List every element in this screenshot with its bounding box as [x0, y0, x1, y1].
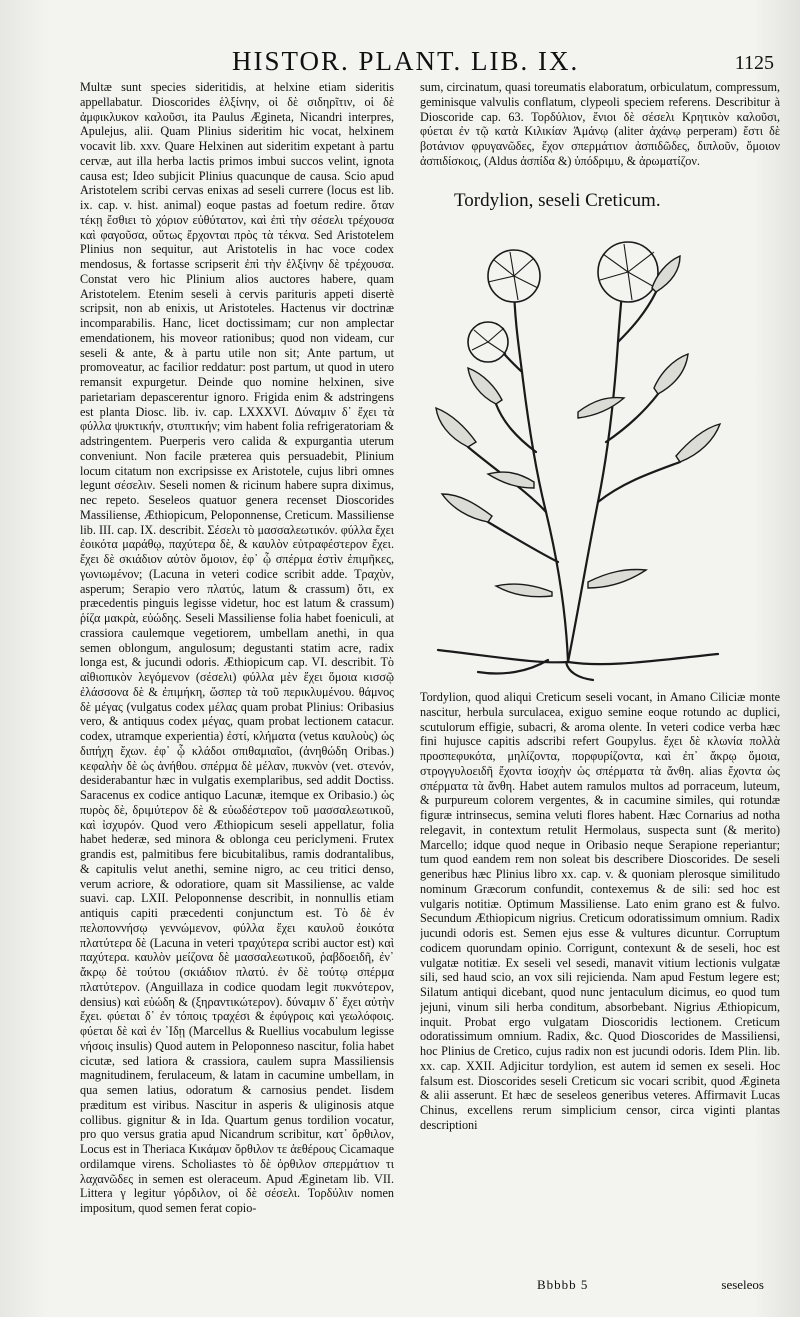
right-bottom-text: Tordylion, quod aliqui Creticum seseli vocant, in Amano Ciliciæ monte nascitur, herbula surculacea, exiguo semine eoque rotundo ac duplici, scutulorum effigie, subacri, & aroma olente. In veteri codice verba hæc fini hujusce capitis adscribi refert Goupylus. ἔχει δὲ κλωνία πολλὰ προσπεφυκότα, μηλίζοντα, πορφυρίζοντα, καὶ ἐπ᾽ ἄκρῳ ὅμοια, στρογγυλοειδῆ ἔχοντα ἰσοχὴν ὡς σπέρματα τὰ ἄνθη. alias ἔχοντα ὡς σπέρματα τὰ ἄνθη. Habet autem ramulos multos ad porraceum, luteum, & purpureum colorem vergentes, & in cacumine similes, qui rotundæ figuræ intrinsecus, semina veluti flores habent. Hæc Cornarius ad notha relegavit, in contextum retulit Hermolaus, suspecta sunt (& merito) Marcello; idque quod neque in Oribasio neque Serapione reperiantur; tum quod eandem rem non soleat bis describere Dioscorides. De seseli generibus hæc Plinius libro xx. cap. v. & quoniam plerosque similitudo nominum Græcorum confundit, contexemus & de sili: sed hoc est vulgaris notitiæ. Optimum Massiliense. Lato enim grano est & fulvo. Secundum Æthiopicum nigrius. Creticum odoratissimum omnium. Radix jucundi odoris est. Semen ejus esse & vultures dicuntur. Corruptum codicem quorundam opinio. Corrigunt, contexunt & de seseli, hoc est vulgatæ notitiæ. Ex seseli vel sesedi, manavit vitium lectionis vulgatæ sili, sed haud scio, an vox sili rejicienda. Nam apud Festum legere est; Silatum antiqui dicebant, quod nunc jentaculum dicimus, eo quod tum jejuni, vinum sili herba conditum, absorbebant. Nigrius Æthiopicum, inquit. Probat ergo vulgatam Dioscoridis lectionem. Creticum odoratissimum omnium. Radix, &c. Quod Dioscorides de Massiliensi, hoc Plinius de Cretico, cujus radix non est jucundi odoris. Idem Plin. lib. xx. cap. XXII. Adjicitur tordylion, est autem id semen ex seseli. Hoc falsum est. Dioscorides seseli Creticum sic vocari scribit, quod Ægineta & alii asserunt. Et hæc de seseleos generibus veteres. Affirmavit Lucas Chinus, excellens rerum simplicium censor, circa viginti plantas descriptioni	[420, 690, 780, 1132]
signature-mark: Bbbbb 5	[537, 1277, 589, 1292]
catchword: seseleos	[721, 1277, 764, 1292]
plant-woodcut-illustration	[418, 232, 778, 682]
right-text-column-bottom	[420, 690, 780, 1280]
page-number: 1125	[734, 52, 774, 74]
running-head	[0, 42, 800, 82]
left-text-column	[80, 80, 394, 1280]
figure-caption: Tordylion, seseli Creticum.	[454, 190, 661, 211]
left-column-text: Multæ sunt species sideritidis, at helxine etiam sideritis appellabatur. Dioscorides ἑλξίνην, οἱ δὲ σιδηρῖτιν, οἱ δὲ ἀμφικλυκον καλοῦσι, ita Paulus Ægineta, Nicandri interpres, Apulejus, alii. Quam Plinius sideritim hic vocat, helxinem vocavit lib. xxv. Quare Helxinen aut sideritim expetant à partu cervæ, aut illa herba lactis primos imbui succos velint, ignota causa est; Ideo subjicit Plinius quacunque de causa. Scio apud Aristotelem scribi cervas enixas ad seseli currere (locus est lib. ix. cap. v. hist. animal) eoque pastas ad foetum redire. ὅταν τέκῃ ἔσθιει τὸ χόριον εὐθύτατον, καὶ ἐπὶ τὴν σέσελι τρέχουσα καὶ φαγοῦσα, οὕτως ἔρχονται πρὸς τὰ τέκνα. Sed Aristotelem Plinius non sequitur, aut Aristotelis in hac voce codex mendosus, & fortasse scripserit ἐπὶ τὴν ἑλξίνην δὲ τρέχουσα. Constat vero hic Plinium alios auctores habere, quam Aristotelem. Etenim seseli à cervis parituris appeti disertè scripsit, non ab enixis, ut Aristoteles. Hactenus vir doctrinæ incomparabilis. Hanc, licet doctissimam; cur non amplectar emendationem, his moveor rationibus; quod non videam, cur seseli & ante, & à partu utile non sit; Ante partum, ut promoveatur, ac facilior reddatur: post partum, ut quod in utero remansit expurgetur. Deinde quo nomine helxinen, sive parietariam depascerentur ignoro. Frigida enim & adstringens est planta Diosc. lib. iv. cap. LXXXVI. Δύναμιν δ᾽ ἔχει τὰ φύλλα ψυκτικήν, στυπτικήν; vim habent folia refrigeratoriam & adstringentem. Puerperis vero calida & expurgantia uterum conveniunt. Non facile præterea quis persuadebit, Plinium locum citatum non excripsisse ex Aristotele, cujus libri omnes legunt σέσελιν. Seseli nomen & ricinum habere supra diximus, nec repeto. Seseleos quatuor genera recenset Dioscorides Massiliense, Æthiopicum, Peloponnense, Creticum. Massiliense lib. III. cap. IX. describit. Σέσελι τὸ μασσαλεωτικόν. φύλλα ἔχει ἐοικότα μαράθῳ, παχύτερα δὲ, & καυλὸν εὐτραφέστερον ἔχει. ἔχει δὲ σκιάδιον αὐτὸν ὅμοιον, ἐφ᾽ ᾧ σπέρμα ἐστὶν ἐπιμῆκες, γωνιωμένον; (Lacuna in veteri codice scribit adde. Τραχὺν, asperum; Serapio vero πλατύς, latum & crassum) ὅτι, ex præcedentis pinguis legisse videtur, hoc est latum & crassum) ῥίζα μακρὰ, εὐώδης. Seseli Massiliense folia habet foeniculi, at crassiora caulemque vegetiorem, umbellam anethi, in qua semen oblongum, angulosum; degustanti statim acre, radix longa est, & jucundi odoris. Æthiopicum cap. VI. describit. Τὸ αἰθιοπικὸν λεγόμενον (σέσελι) φύλλα μὲν ἔχει ὅμοια κισσῷ ἐλάσσονα δὲ & ἐπιμήκη, ὥσπερ τὰ τοῦ περικλυμένου. θάμνος δὲ μέγας (vulgatus codex μέλας quam probat Plinius: Oribasius vero, & antiquus codex μέγας, quam probat lectionem catacur. codex, utramque experientia) ἐστί, κλήματα (vetus καυλοὺς) ὡς διπήχη ἔχων. ἐφ᾽ ᾧ κλάδοι σπιθαμιαῖοι, (ἀνηθώδη Oribas.) κεφαλὴν δὲ ὡς ἀνήθου. σπέρμα δὲ μέλαν, πυκνὸν (vet. στενόν, desiderabantur hæc in vulgatis exemplaribus, sed addit Doctiss. Saracenus ex codice antiquo Lacunæ, itemque ex Oribasio.) ὡς πυρὸς δὲ, δριμύτερον δὲ & εὐωδέστερον τοῦ μασσαλεωτικοῦ, καὶ ἰσχυρόν. Quod vero Æthiopicum seseli appellatur, folia habet hederæ, sed minora & oblonga ceu periclymeni. Frutex grandis est, palmitibus fere bicubitalibus, ramis dodrantalibus, & capitulis velut anethi, semine nigro, ac ceu tritici denso, verum acriore, & odoratiore, quam sit Massiliense, ac valde suavi. cap. LXII. Peloponnense describit, in nonnullis etiam antiquis capiti præcedenti conjunctum est. Τὸ δὲ ἐν πελοποννήσῳ γεννώμενον, φύλλα ἔχει καυλοῦ ἐοικότα πλατύτερα δὲ (Lacuna in veteri τραχύτερα scribi auctor est) καὶ παχύτερα. καυλὸν μείζονα δὲ μασσαλεωτικοῦ, ῥαβδοειδῆ, ἐν᾽ ἄκρῳ δὲ τούτου (σκιάδιον πλατύ. ἐν δὲ τούτῳ σπέρμα πλατύτερον. (Anguillaza in codice quodam legit πυκνότερον, densius) καὶ εὐώδη & (ξηραντικώτερον). δύναμιν δ᾽ ἔχει αὐτὴν ἔχει. φύεται δ᾽ ἐν τόποις τραχέσι & ἐφύγροις καὶ γεωλόφοις. φύεται δὲ καὶ ἐν ᾽Ιδῃ (Marcellus & Ruellius vocabulum legisse νήσοις insulis) Quod autem in Peloponneso nascitur, folia habet cicutæ, sed latiora & crassiora, caulem supra Massiliensis magnitudinem, ferulaceum, & latam in cacumine umbellam, in qua semen latius, odoratum & carnosius pendet. Iisdem præditum est viribus. Nascitur in asperis & uliginosis atque collibus. gignitur & in Ida. Quartum genus tordilion vocatur, pro quo versus gratia apud Nicandrum scribitur, κατ᾽ ὄρθιλον, Locus est in Theriaca Κικάμαν ὄρθιλον τε ἀεθέρους Cicamaque ordilamque virens. Scholiastes τὸ δὲ ὀρθιλον σπερμάτιον τι λαχανῶδες in semen est oleraceum. Apud Æginetam lib. VII. Littera γ legitur γόρδιλον, οἱ δὲ σέσελι. Τορδύλιν nomen impositum, quod semen ferat copio-	[80, 80, 394, 1215]
right-top-text: sum, circinatum, quasi toreumatis elaboratum, orbiculatum, compressum, geminisque valvulis conflatum, clypeoli speciem referens. Describitur à Dioscoride cap. 63. Τορδύλιον, ἔνιοι δὲ σέσελι Κρητικὸν καλοῦσι, φύεται ἐν τῷ κατὰ Κιλικίαν Ἀμάνῳ (aliter ἀχάνῳ perperam) ἔστι δὲ βοτάνιον φρυγανῶδες, ἔχον σπερμάτιον ἀσπιδῶδες, διπλοῦν, ὅμοιον ἀσπιδίσκοις, (Aldus ἀσπίδα &) ὑπόδριμυ, & ἀρωματίζον.	[420, 80, 780, 168]
running-title: HISTOR. PLANT. LIB. IX.	[232, 46, 580, 76]
